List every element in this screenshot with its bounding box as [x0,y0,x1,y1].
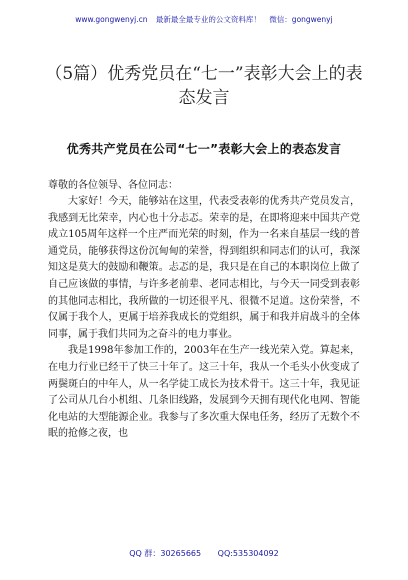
footer-qq: QQ:535304092 [217,549,279,558]
header-wechat: 微信：gongwenyj [269,15,333,24]
section-heading: 优秀共产党员在公司“七一”表彰大会上的表态发言 [66,142,342,156]
body-text [48,194,360,443]
paragraph: 大家好！今天，能够站在这里，代表受表彰的优秀共产党员发言，我感到无比荣幸，内心也十分忐忑。荣幸的是，在即将迎来中国共产党成立105周年这样一个庄严而光荣的时刻，作为一名来自基层一线的普通党员，能够获得这份沉甸甸的荣誉，得到组织和同志们的认可，我深知这是莫大的鼓励和鞭策。忐忑的是，我只是在自己的本职岗位上做了自己应该做的事情，与许多老前辈、老同志相比，与今天一同受到表彰的其他同志相比，我所做的一切还很平凡、很微不足道。这份荣誉，不仅属于我个人，更属于培养我成长的党组织，属于和我并肩战斗的全体同事，属于我们共同为之奋斗的电力事业。 [48,196,360,340]
header-url: www.gongwenyj.cn [75,15,148,24]
footer-qq-group: QQ 群：30265665 [129,549,202,558]
page-footer [0,548,408,559]
page-header [0,0,408,40]
document-title: （5篇）优秀党员在“七一”表彰大会上的表态发言 [45,64,363,108]
header-slogan: 最新最全最专业的公文资料库！ [155,15,261,24]
paragraph: 我是1998年参加工作的，2003年在生产一线光荣入党。算起来，在电力行业已经干了快三十年了。这三十年，我从一个毛头小伙变成了两鬓斑白的中年人，从一名学徒工成长为技术骨干。这三十年，我见证了公司从几台小机组、几条旧线路，发展到今天拥有现代化电网、智能化电站的大型能源企业。我参与了多次重大保电任务，经历了无数个不眠的抢修之夜，也 [48,345,360,440]
salutation: 尊敬的各位领导、各位同志： [48,180,178,191]
